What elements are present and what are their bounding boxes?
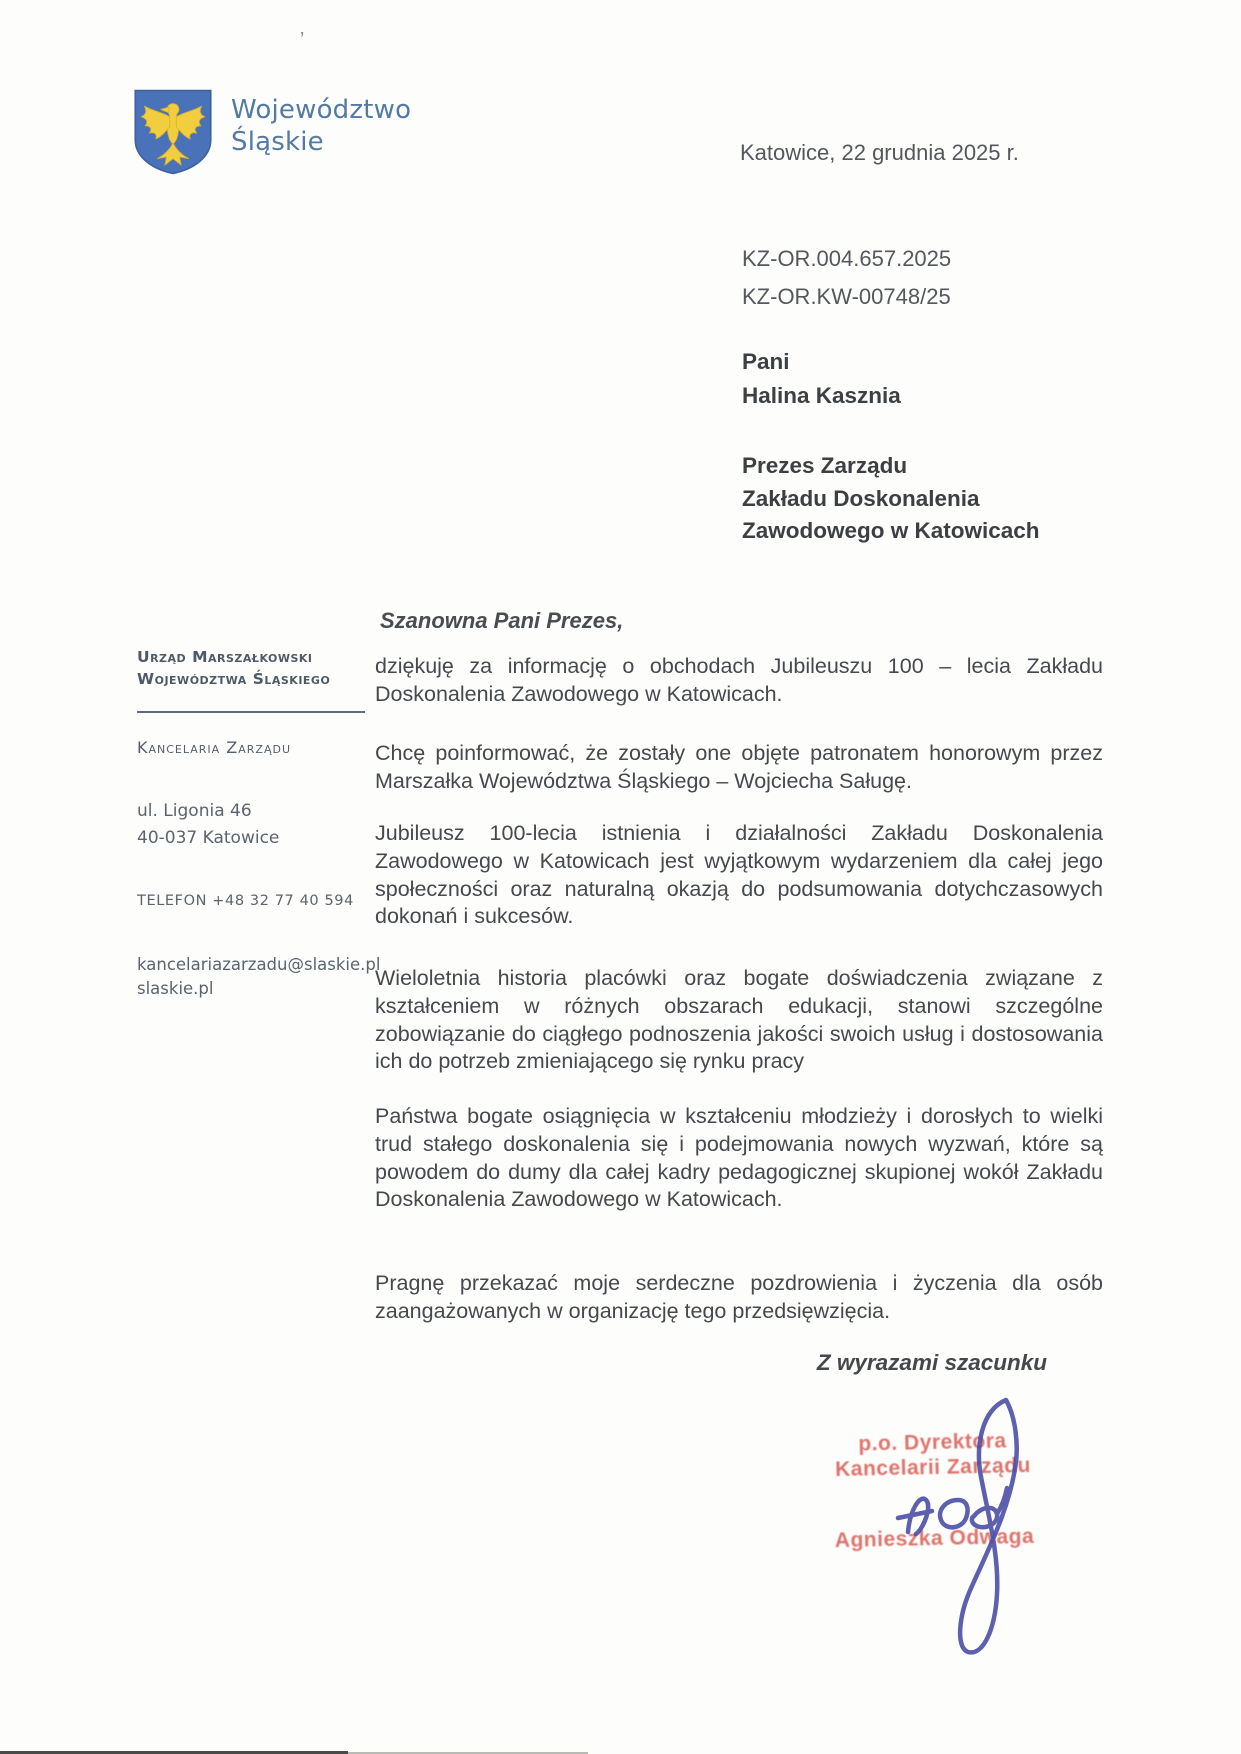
sidebar-contact [137, 953, 380, 1001]
body-paragraph: dziękuję za informację o obchodach Jubileuszu 100 – lecia Zakładu Doskonalenia Zawodowego w Katowicach. [375, 654, 1103, 706]
silesian-coat-of-arms [132, 88, 214, 176]
letterhead-org-name [231, 94, 411, 158]
scan-artifact-speck: ʼ [300, 30, 305, 52]
addressee-name: Halina Kasznia [742, 383, 901, 408]
closing-phrase: Z wyrazami szacunku [816, 1350, 1047, 1375]
org-name-line1: Województwo [231, 95, 412, 125]
sidebar-street: ul. Ligonia 46 [137, 801, 252, 821]
sidebar-city: 40-037 Katowice [137, 828, 280, 848]
sidebar-office-line1: Urząd Marszałkowski [137, 648, 313, 666]
sidebar-office-name [137, 646, 372, 690]
body-paragraph: Jubileusz 100-lecia istnienia i działalności Zakładu Doskonalenia Zawodowego w Katowicach jest wyjątkowym wydarzeniem dla całej jego społeczności oraz naturalną okazją do podsumowania dotychczasowych dokonań i sukcesów. [375, 821, 1103, 929]
sidebar-office-line2: Województwa Śląskiego [137, 670, 331, 688]
body-paragraph: Pragnę przekazać moje serdeczne pozdrowienia i życzenia dla osób zaangażowanych w organizację tego przedsięwzięcia. [375, 1271, 1103, 1323]
stamp-title-line1: p.o. Dyrektora [858, 1429, 1007, 1456]
sidebar-email: kancelariazarzadu@slaskie.pl [137, 955, 381, 974]
sidebar-phone: TELEFON +48 32 77 40 594 [137, 893, 354, 909]
addressee-position-block [742, 450, 1040, 548]
addressee-name-block [742, 345, 901, 413]
body-paragraph: Chcę poinformować, że zostały one objęte patronatem honorowym przez Marszałka Województwa Śląskiego – Wojciecha Saługę. [375, 741, 1103, 793]
reference-number: KZ-OR.004.657.2025 [742, 246, 952, 271]
addressee-title: Pani [742, 349, 790, 374]
addressee-position-line: Prezes Zarządu [742, 453, 908, 478]
sidebar-address [137, 798, 279, 852]
reference-number: KZ-OR.KW-00748/25 [742, 284, 951, 309]
salutation: Szanowna Pani Prezes, [380, 608, 624, 633]
body-paragraph: Państwa bogate osiągnięcia w kształceniu młodzieży i dorosłych to wielki trud stałego doskonalenia się i podejmowania nowych wyzwań, które są powodem do dumy dla całej kadry pedagogicznej skupionej wokół Zakładu Doskonalenia Zawodowego w Katowicach. [375, 1104, 1103, 1212]
stamp-signer-name: Agnieszka Odwaga [834, 1524, 1035, 1553]
org-name-line2: Śląskie [231, 127, 324, 157]
reference-numbers [742, 240, 951, 316]
addressee-position-line: Zawodowego w Katowicach [742, 518, 1040, 543]
letter-date: Katowice, 22 grudnia 2025 r. [740, 140, 1019, 165]
sidebar-divider [137, 711, 365, 713]
stamp-title-line2: Kancelarii Zarządu [834, 1453, 1032, 1482]
body-paragraph: Wieloletnia historia placówki oraz bogate doświadczenia związane z kształceniem w różnych obszarach edukacji, stanowi szczególne zobowiązanie do ciągłego podnoszenia jakości swoich usług i dostosowania ich do potrzeb zmieniającego się rynku pracy [375, 966, 1103, 1074]
handwritten-signature [878, 1388, 1064, 1674]
sidebar-department: Kancelaria Zarządu [137, 738, 291, 757]
sidebar-website: slaskie.pl [137, 979, 214, 998]
addressee-position-line: Zakładu Doskonalenia [742, 485, 980, 511]
